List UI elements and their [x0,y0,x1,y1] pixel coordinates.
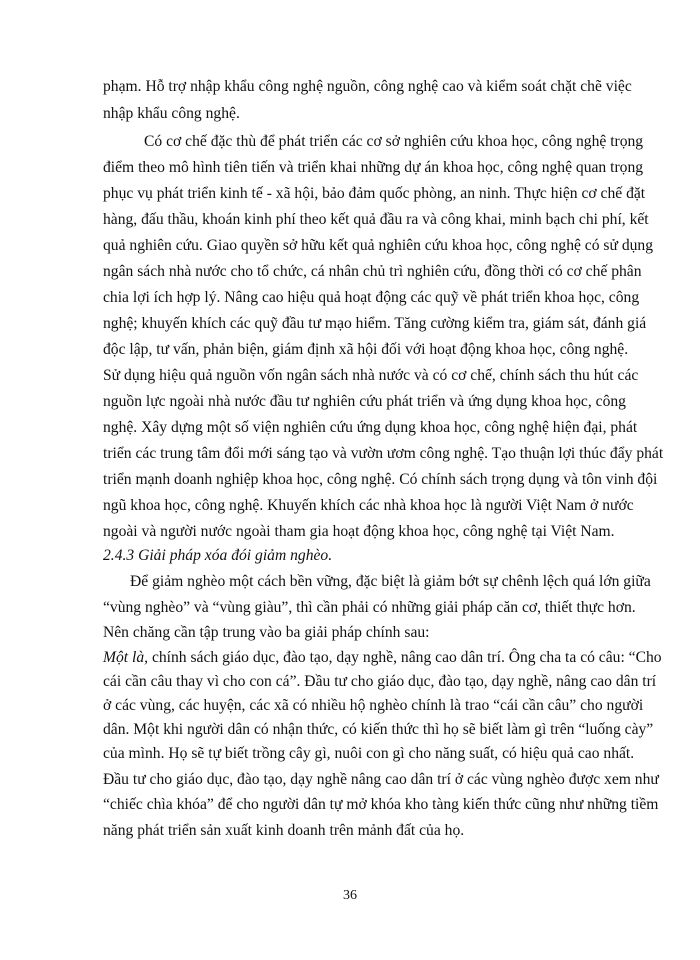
body-text-line: Nên chăng cần tập trung vào ba giải pháp chính sau: [103,624,430,641]
body-text-fragment: chính sách giáo dục, đào tạo, dạy nghề, nâng cao dân trí. Ông cha ta có câu: “Cho [148,649,662,666]
body-text-line: chia lợi ích hợp lý. Nâng cao hiệu quả hoạt động các quỹ về phát triển khoa học, công [103,289,640,306]
body-text-line: ngoài và người nước ngoài tham gia hoạt động khoa học, công nghệ tại Việt Nam. [103,523,615,540]
body-text-line: Để giảm nghèo một cách bền vững, đặc biệt là giảm bớt sự chênh lệch quá lớn giữa [130,573,651,590]
body-text-line: triển các trung tâm đổi mới sáng tạo và vườn ươm công nghệ. Tạo thuận lợi thúc đẩy phát [103,445,664,462]
body-text-line: Có cơ chế đặc thù để phát triển các cơ sở nghiên cứu khoa học, công nghệ trọng [144,133,644,150]
body-text-line: của mình. Họ sẽ tự biết trồng cây gì, nuôi con gì cho năng suất, có hiệu quả cao nhất. [103,745,635,762]
emphasis-text: Một là, [103,649,149,666]
body-text-line [103,650,662,666]
body-text-line: ở các vùng, các huyện, các xã có nhiều hộ nghèo chính là trao “cái cần câu” cho người [103,697,644,714]
body-text-line: nghệ. Xây dựng một số viện nghiên cứu ứng dụng khoa học, công nghệ hiện đại, phát [103,419,638,436]
body-text-line: quả nghiên cứu. Giao quyền sở hữu kết quả nghiên cứu khoa học, công nghệ có sử dụng [103,237,654,254]
body-text-line: “vùng nghèo” và “vùng giàu”, thì cần phải có những giải pháp căn cơ, thiết thực hơn. [103,599,636,616]
body-text-line: cái cần câu thay vì cho con cá”. Đầu tư cho giáo dục, đào tạo, dạy nghề, nâng cao dân trí [103,673,657,690]
body-text-line: phục vụ phát triển kinh tế - xã hội, bảo đảm quốc phòng, an ninh. Thực hiện cơ chế đặt [103,185,646,202]
body-text-line: triển mạnh doanh nghiệp khoa học, công nghệ. Có chính sách trọng dụng và tôn vinh đội [103,471,658,488]
body-text-line: ngũ khoa học, công nghệ. Khuyến khích các nhà khoa học là người Việt Nam ở nước [103,497,634,514]
body-text-line: nguồn lực ngoài nhà nước đầu tư nghiên cứu phát triển và ứng dụng khoa học, công [103,393,626,410]
body-text-line: độc lập, tư vấn, phản biện, giám định xã hội đối với hoạt động khoa học, công nghệ. [103,341,629,358]
body-text-line: Sử dụng hiệu quả nguồn vốn ngân sách nhà nước và có cơ chế, chính sách thu hút các [103,367,639,384]
body-text-line: phạm. Hỗ trợ nhập khẩu công nghệ nguồn, công nghệ cao và kiểm soát chặt chẽ việc [103,78,632,95]
body-text-line: điểm theo mô hình tiên tiến và triển khai những dự án khoa học, công nghệ quan trọng [103,159,644,176]
body-text-line: Đầu tư cho giáo dục, đào tạo, dạy nghề nâng cao dân trí ở các vùng nghèo được xem như [103,771,659,788]
body-text-line: hàng, đấu thầu, khoán kinh phí theo kết quả đầu ra và công khai, minh bạch chi phí, kết [103,211,649,228]
body-text-line: nhập khẩu công nghệ. [103,105,240,122]
body-text-line: dân. Một khi người dân có nhận thức, có kiến thức thì họ sẽ biết làm gì trên “luống cày” [103,721,654,738]
page-number: 36 [343,888,357,903]
body-text-line: nghệ; khuyến khích các quỹ đầu tư mạo hiểm. Tăng cường kiểm tra, giám sát, đánh giá [103,315,647,332]
body-text-line: năng phát triển sản xuất kinh doanh trên mảnh đất của họ. [103,822,465,839]
body-text-line: “chiếc chìa khóa” để cho người dân tự mở khóa kho tàng kiến thức cũng như những tiềm [103,796,659,813]
section-heading: 2.4.3 Giải pháp xóa đói giảm nghèo. [103,547,333,564]
body-text-line: ngân sách nhà nước cho tổ chức, cá nhân chủ trì nghiên cứu, đồng thời có cơ chế phân [103,263,642,280]
